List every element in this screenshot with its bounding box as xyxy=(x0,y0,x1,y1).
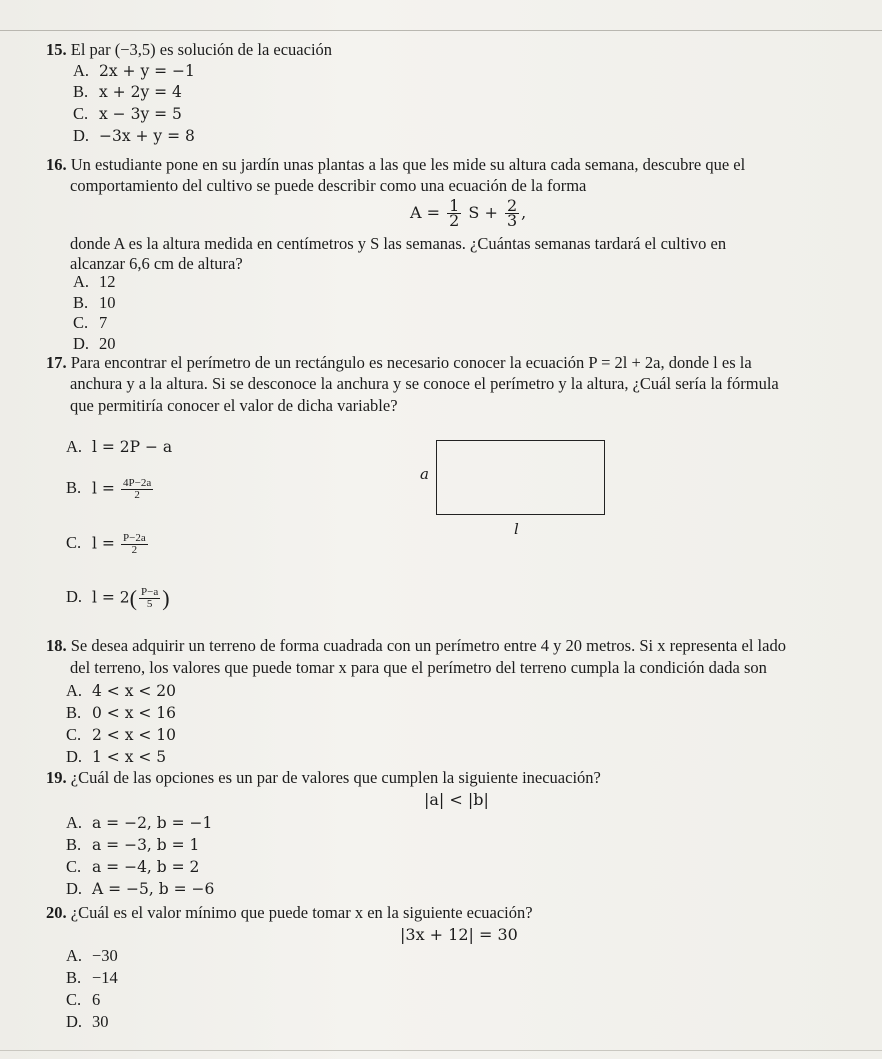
question-number: 19. xyxy=(46,768,67,787)
question-17 xyxy=(46,353,752,373)
height-label: a xyxy=(420,465,429,483)
question-text-line4: alcanzar 6,6 cm de altura? xyxy=(70,254,243,273)
fraction: $\frac{P-2a}{2}$ xyxy=(123,532,146,556)
question-number: 20. xyxy=(46,903,67,922)
question-number: 18. xyxy=(46,636,67,655)
fraction: $\frac{P-a}{5}$ xyxy=(141,586,159,610)
question-text-line3: donde A es la altura medida en centímetros y S las semanas. ¿Cuántas semanas tardará el cultivo en xyxy=(70,234,727,253)
fraction: $\frac{2}{3}$ xyxy=(506,196,518,230)
question-text-line2: comportamiento del cultivo se puede describir como una ecuación de la forma xyxy=(70,176,587,195)
width-label: l xyxy=(514,520,519,538)
question-text: El par (−3,5) es solución de la ecuación xyxy=(70,40,333,59)
option-b[interactable]: B. 10 xyxy=(73,293,116,312)
option-a[interactable]: A. 2x + y = −1 xyxy=(73,61,195,80)
question-text-line1: Para encontrar el perímetro de un rectángulo es necesario conocer la ecuación P = 2l + 2a, donde l es la xyxy=(70,353,752,372)
question-15 xyxy=(46,40,332,60)
question-text-line1: Se desea adquirir un terreno de forma cuadrada con un perímetro entre 4 y 20 metros. Si x representa el lado xyxy=(70,636,786,655)
question-19 xyxy=(46,768,601,788)
inequation: |a| < |b| xyxy=(424,790,489,809)
option-c[interactable]: C. 6 xyxy=(66,990,101,1009)
equation: A = $\frac{1}{2}$ S + $\frac{2}{3}$ , xyxy=(410,196,527,230)
question-text: ¿Cuál es el valor mínimo que puede tomar x en la siguiente ecuación? xyxy=(70,903,533,922)
option-a[interactable]: A. l = 2P − a xyxy=(66,437,173,456)
option-c[interactable]: C. 7 xyxy=(73,313,108,332)
option-c[interactable]: C. a = −4, b = 2 xyxy=(66,857,200,876)
top-divider xyxy=(0,30,882,31)
option-c[interactable]: C. l = $\frac{P-2a}{2}$ xyxy=(66,532,146,556)
option-b[interactable]: B. 0 < x < 16 xyxy=(66,703,177,722)
question-text-line1: Un estudiante pone en su jardín unas plantas a las que les mide su altura cada semana, descubre que el xyxy=(70,155,746,174)
equation: |3x + 12| = 30 xyxy=(400,925,518,944)
option-d[interactable]: D. l = 2( $\frac{P-a}{5}$ ) xyxy=(66,585,170,611)
question-16 xyxy=(46,155,745,175)
option-b[interactable]: B. a = −3, b = 1 xyxy=(66,835,200,854)
option-d[interactable]: D. A = −5, b = −6 xyxy=(66,879,215,898)
option-d[interactable]: D. −3x + y = 8 xyxy=(73,126,195,145)
rectangle-diagram xyxy=(436,440,605,515)
option-a[interactable]: A. a = −2, b = −1 xyxy=(66,813,213,832)
option-a[interactable]: A. 4 < x < 20 xyxy=(66,681,177,700)
question-text-line3: que permitiría conocer el valor de dicha variable? xyxy=(70,396,398,415)
option-b[interactable]: B. x + 2y = 4 xyxy=(73,82,182,101)
question-number: 16. xyxy=(46,155,67,174)
option-c[interactable]: C. x − 3y = 5 xyxy=(73,104,182,123)
question-text: ¿Cuál de las opciones es un par de valores que cumplen la siguiente inecuación? xyxy=(70,768,601,787)
option-c[interactable]: C. 2 < x < 10 xyxy=(66,725,177,744)
question-number: 17. xyxy=(46,353,67,372)
question-text-line2: del terreno, los valores que puede tomar x para que el perímetro del terreno cumpla la condición dada son xyxy=(70,658,767,677)
option-b[interactable]: B. −14 xyxy=(66,968,118,987)
option-a[interactable]: A. −30 xyxy=(66,946,118,965)
question-number: 15. xyxy=(46,40,67,59)
option-a[interactable]: A. 12 xyxy=(73,272,116,291)
bottom-divider xyxy=(0,1050,882,1051)
fraction: $\frac{1}{2}$ xyxy=(449,196,460,230)
option-b[interactable]: B. l = $\frac{4P-2a}{2}$ xyxy=(66,477,152,501)
option-d[interactable]: D. 1 < x < 5 xyxy=(66,747,167,766)
option-d[interactable]: D. 20 xyxy=(73,334,116,353)
question-text-line2: anchura y a la altura. Si se desconoce la anchura y se conoce el perímetro y la altura, ¿Cuál sería la fórmula xyxy=(70,374,779,393)
question-18 xyxy=(46,636,786,656)
fraction: $\frac{4P-2a}{2}$ xyxy=(123,477,152,501)
question-20 xyxy=(46,903,533,923)
option-d[interactable]: D. 30 xyxy=(66,1012,109,1031)
